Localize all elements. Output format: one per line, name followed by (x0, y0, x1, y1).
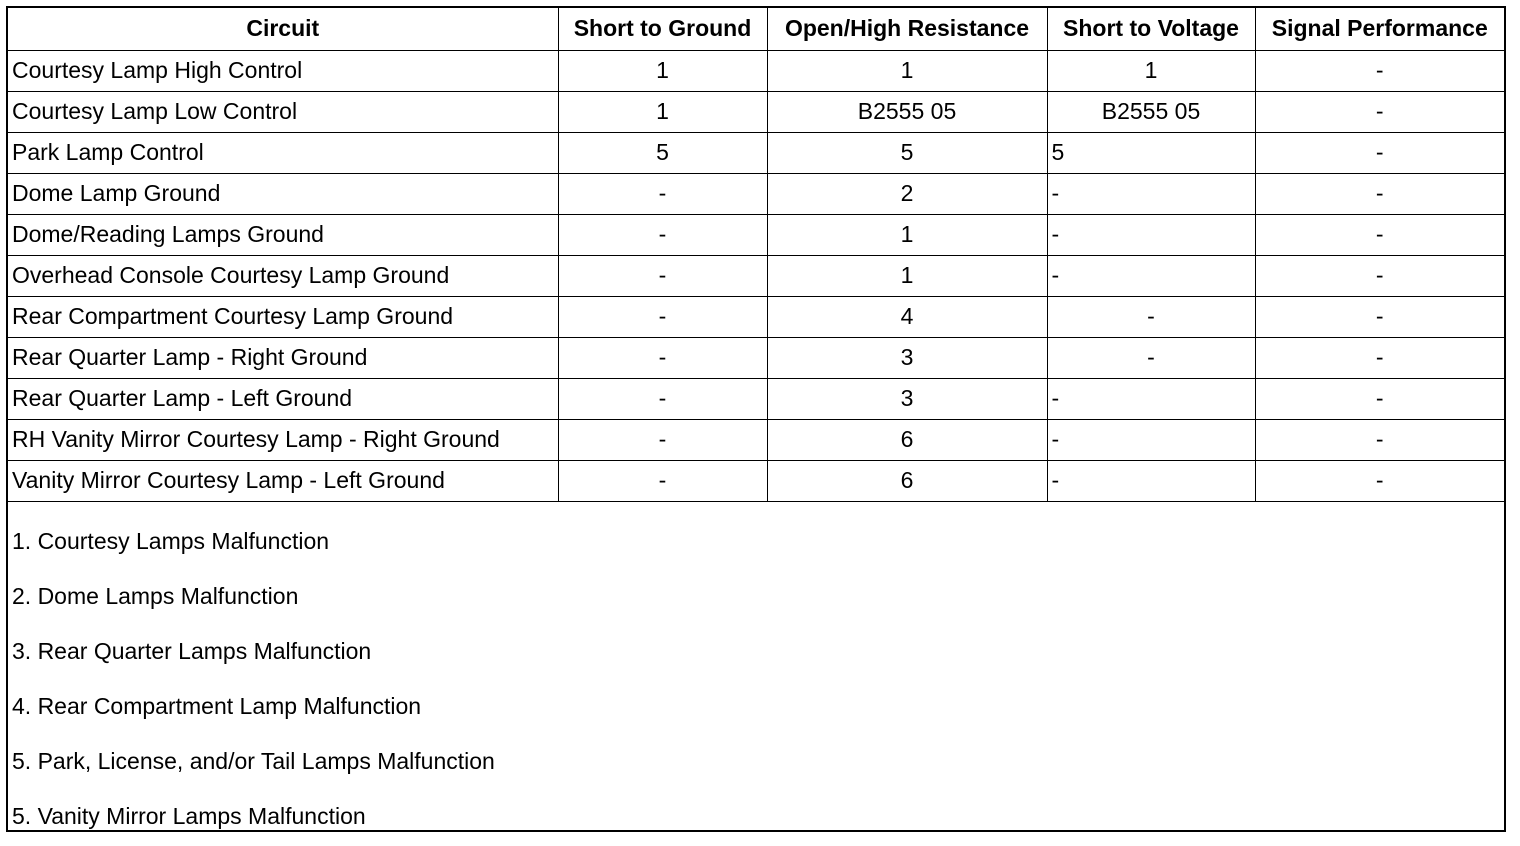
header-signal-performance: Signal Performance (1255, 8, 1504, 50)
cell-short-to-voltage: - (1047, 419, 1255, 460)
cell-signal-performance: - (1255, 91, 1504, 132)
footnote-item: 5. Vanity Mirror Lamps Malfunction (12, 803, 366, 829)
cell-short-to-ground: - (558, 173, 767, 214)
header-short-to-voltage: Short to Voltage (1047, 8, 1255, 50)
footnote-item: 1. Courtesy Lamps Malfunction (12, 528, 330, 554)
cell-open-high-resistance: 4 (767, 296, 1047, 337)
cell-signal-performance: - (1255, 296, 1504, 337)
dtc-symptom-table (8, 8, 1504, 502)
footnotes (8, 516, 1504, 846)
table-header-row (8, 8, 1504, 50)
footnote-item: 3. Rear Quarter Lamps Malfunction (12, 638, 372, 664)
cell-open-high-resistance: 5 (767, 132, 1047, 173)
cell-short-to-voltage: 1 (1047, 50, 1255, 91)
cell-circuit: Dome/Reading Lamps Ground (8, 214, 558, 255)
cell-signal-performance: - (1255, 173, 1504, 214)
table-row (8, 296, 1504, 337)
cell-short-to-voltage: 5 (1047, 132, 1255, 173)
cell-open-high-resistance: 3 (767, 378, 1047, 419)
cell-signal-performance: - (1255, 419, 1504, 460)
header-short-to-ground: Short to Ground (558, 8, 767, 50)
header-circuit: Circuit (8, 8, 558, 50)
cell-circuit: Dome Lamp Ground (8, 173, 558, 214)
table-row (8, 173, 1504, 214)
cell-signal-performance: - (1255, 132, 1504, 173)
cell-short-to-ground: - (558, 214, 767, 255)
cell-circuit: Courtesy Lamp High Control (8, 50, 558, 91)
cell-short-to-voltage: B2555 05 (1047, 91, 1255, 132)
cell-open-high-resistance: 6 (767, 460, 1047, 501)
table-body (8, 50, 1504, 501)
table-row (8, 460, 1504, 501)
cell-circuit: Overhead Console Courtesy Lamp Ground (8, 255, 558, 296)
cell-open-high-resistance: 1 (767, 255, 1047, 296)
cell-circuit: Courtesy Lamp Low Control (8, 91, 558, 132)
cell-signal-performance: - (1255, 255, 1504, 296)
cell-short-to-ground: - (558, 255, 767, 296)
table-row (8, 419, 1504, 460)
header-open-high-resistance: Open/High Resistance (767, 8, 1047, 50)
table-row (8, 255, 1504, 296)
cell-open-high-resistance: 1 (767, 50, 1047, 91)
cell-short-to-ground: - (558, 337, 767, 378)
table-row (8, 378, 1504, 419)
table-row (8, 50, 1504, 91)
footnote-item: 5. Park, License, and/or Tail Lamps Malfunction (12, 748, 495, 774)
cell-open-high-resistance: 1 (767, 214, 1047, 255)
footnote-item: 2. Dome Lamps Malfunction (12, 583, 299, 609)
table-row (8, 91, 1504, 132)
cell-open-high-resistance: 2 (767, 173, 1047, 214)
cell-circuit: RH Vanity Mirror Courtesy Lamp - Right Ground (8, 419, 558, 460)
cell-short-to-ground: 1 (558, 50, 767, 91)
cell-signal-performance: - (1255, 460, 1504, 501)
cell-short-to-ground: 5 (558, 132, 767, 173)
cell-short-to-voltage: - (1047, 378, 1255, 419)
cell-open-high-resistance: 6 (767, 419, 1047, 460)
cell-circuit: Rear Quarter Lamp - Left Ground (8, 378, 558, 419)
cell-open-high-resistance: 3 (767, 337, 1047, 378)
cell-signal-performance: - (1255, 214, 1504, 255)
cell-short-to-ground: - (558, 378, 767, 419)
cell-short-to-ground: - (558, 419, 767, 460)
cell-circuit: Park Lamp Control (8, 132, 558, 173)
cell-circuit: Rear Quarter Lamp - Right Ground (8, 337, 558, 378)
cell-signal-performance: - (1255, 337, 1504, 378)
cell-short-to-voltage: - (1047, 460, 1255, 501)
cell-short-to-ground: - (558, 460, 767, 501)
cell-circuit: Vanity Mirror Courtesy Lamp - Left Ground (8, 460, 558, 501)
cell-short-to-voltage: - (1047, 296, 1255, 337)
cell-short-to-voltage: - (1047, 173, 1255, 214)
footnote-item: 4. Rear Compartment Lamp Malfunction (12, 693, 422, 719)
cell-short-to-voltage: - (1047, 255, 1255, 296)
cell-signal-performance: - (1255, 50, 1504, 91)
cell-circuit: Rear Compartment Courtesy Lamp Ground (8, 296, 558, 337)
table-row (8, 132, 1504, 173)
table-row (8, 214, 1504, 255)
cell-short-to-voltage: - (1047, 214, 1255, 255)
cell-open-high-resistance: B2555 05 (767, 91, 1047, 132)
cell-short-to-ground: 1 (558, 91, 767, 132)
table-row (8, 337, 1504, 378)
cell-short-to-voltage: - (1047, 337, 1255, 378)
cell-signal-performance: - (1255, 378, 1504, 419)
dtc-symptom-table-frame (6, 6, 1506, 832)
cell-short-to-ground: - (558, 296, 767, 337)
